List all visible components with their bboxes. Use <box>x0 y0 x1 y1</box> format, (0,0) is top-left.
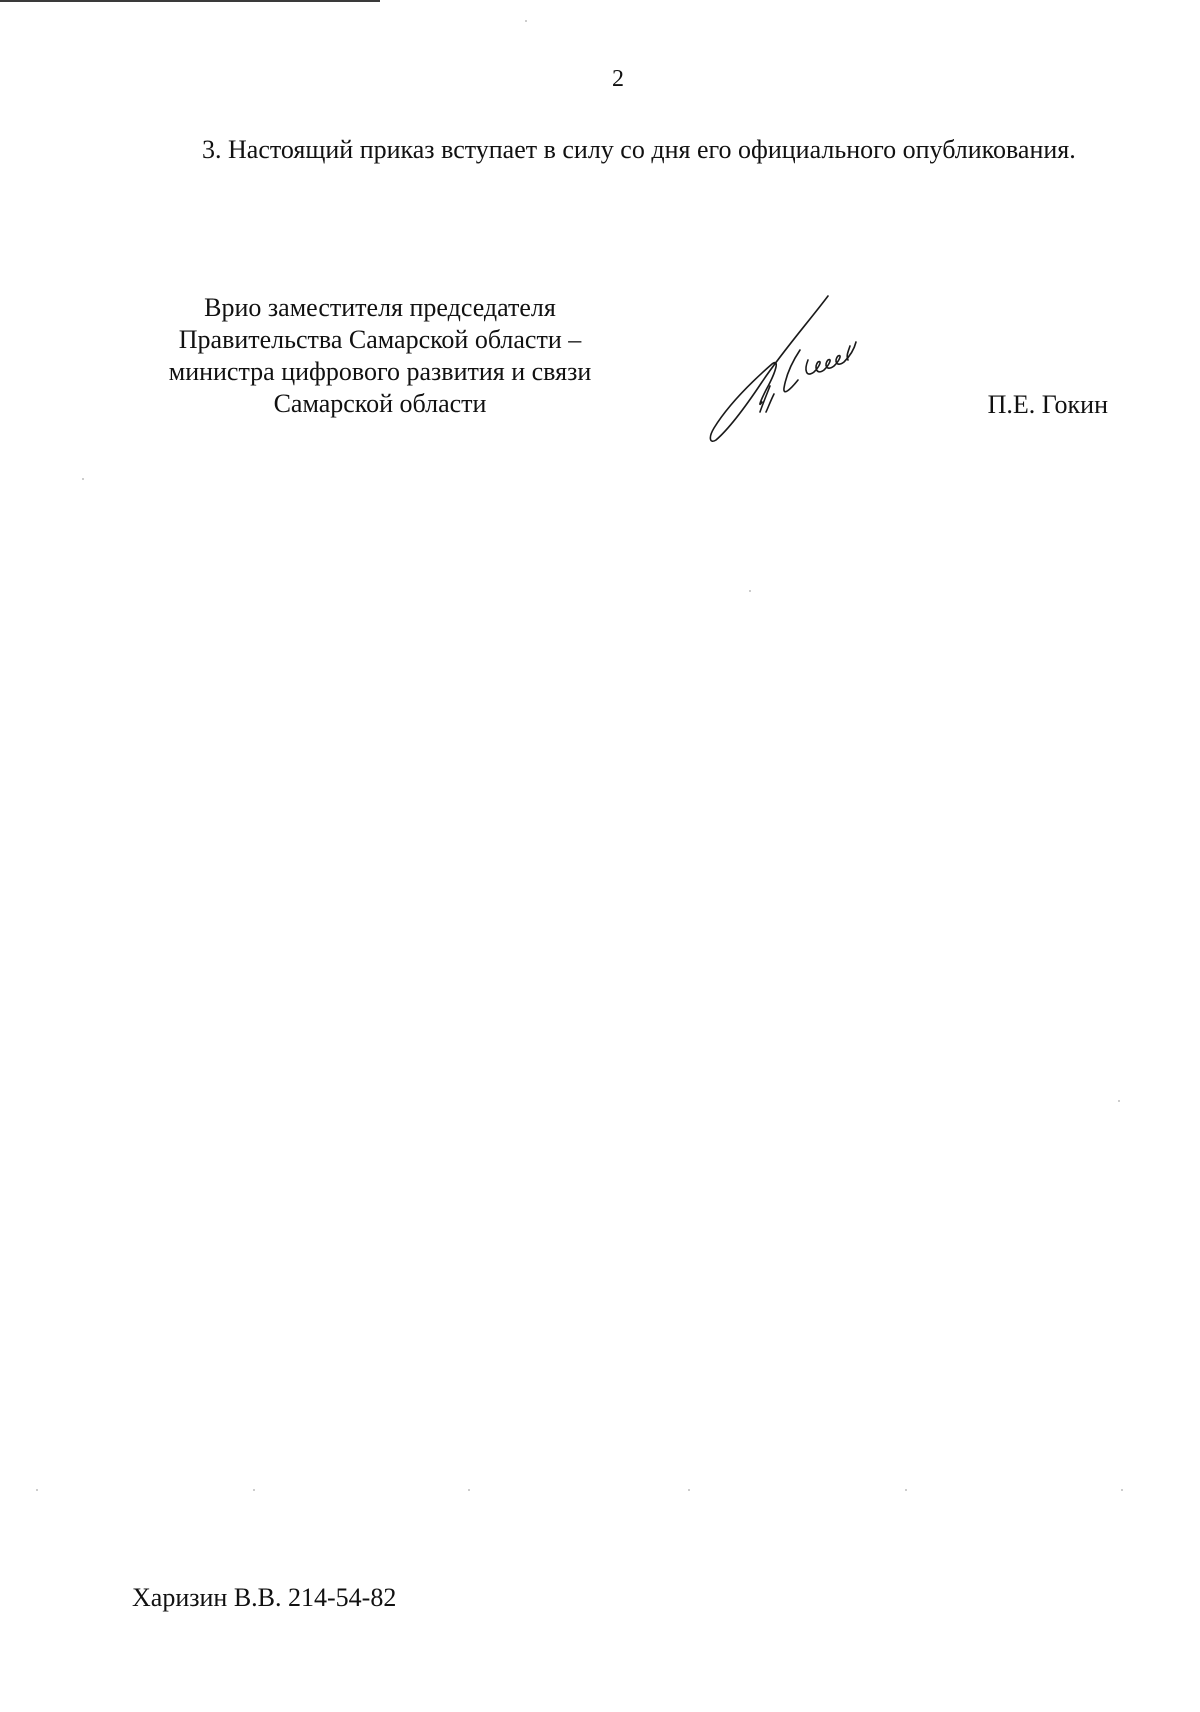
scan-speck <box>749 590 751 592</box>
scan-speck <box>36 1489 38 1491</box>
scan-speck <box>253 1489 255 1491</box>
scan-speck <box>1121 1489 1123 1491</box>
scan-speck <box>525 20 527 22</box>
clause-paragraph: 3. Настоящий приказ вступает в силу со дня его официального опубликования. <box>202 135 1076 164</box>
position-line: Правительства Самарской области – <box>178 325 582 354</box>
contact-line: Харизин В.В. 214-54-82 <box>132 1583 397 1612</box>
page-number: 2 <box>612 66 624 92</box>
position-line: министра цифрового развития и связи <box>168 357 592 386</box>
position-line: Врио заместителя председателя <box>204 293 556 322</box>
position-line: Самарской области <box>273 389 487 418</box>
signatory-position <box>130 292 630 420</box>
signer-name: П.Е. Гокин <box>987 390 1108 419</box>
handwritten-signature-icon <box>700 290 920 450</box>
scan-speck <box>688 1489 690 1491</box>
scan-edge-line <box>0 0 380 2</box>
scan-speck <box>905 1489 907 1491</box>
scan-speck <box>82 478 84 480</box>
scan-speck <box>468 1489 470 1491</box>
scan-speck <box>1118 1100 1120 1102</box>
